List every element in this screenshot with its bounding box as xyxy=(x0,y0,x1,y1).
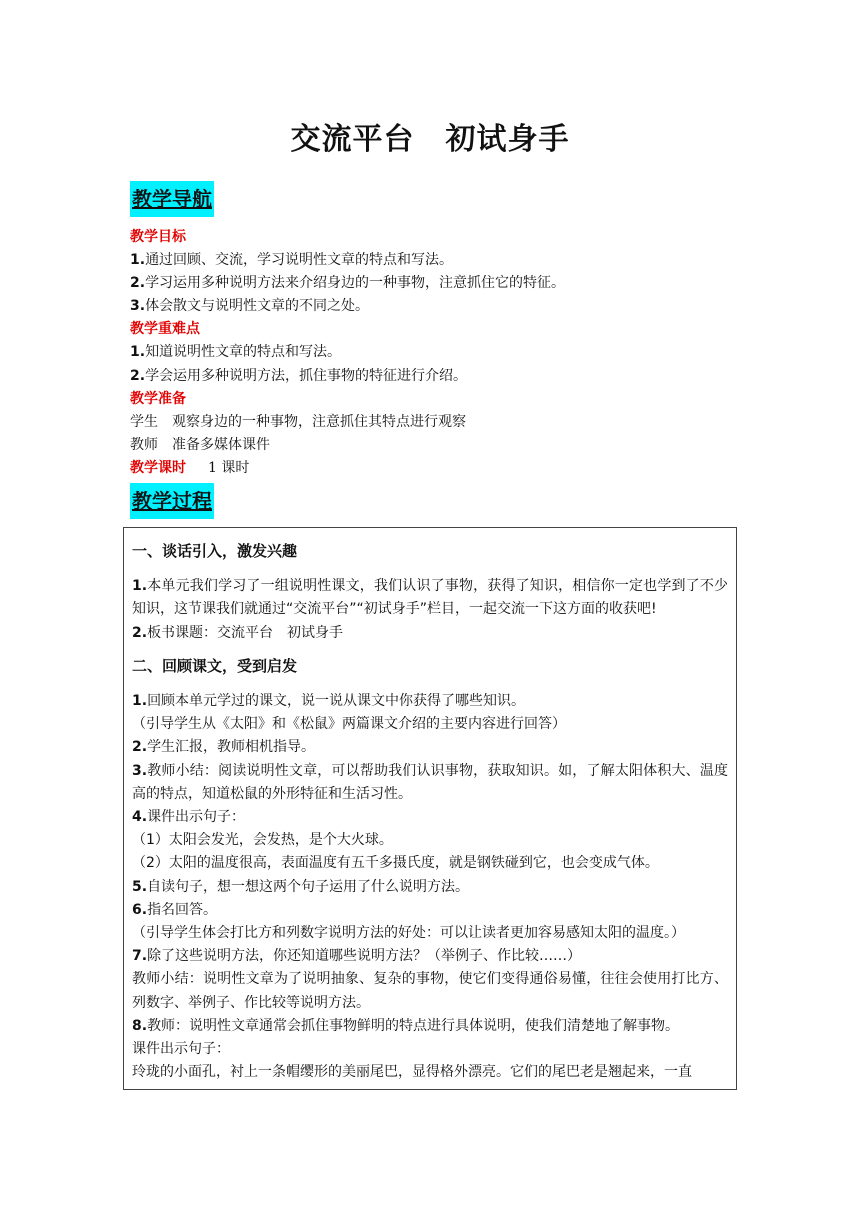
process-item: 2.学生汇报，教师相机指导。 xyxy=(132,739,316,756)
goals-label: 教学目标 xyxy=(130,229,186,245)
process-item: 2.板书课题：交流平台 初试身手 xyxy=(132,624,344,641)
teaching-navigation xyxy=(130,226,750,480)
section-title: 二、回顾课文，受到启发 xyxy=(132,656,298,675)
process-item: 3.教师小结：阅读说明性文章，可以帮助我们认识事物，获取知识。如，了解太阳体积大、温度高的特点，知道松鼠的外形特征和生活习性。 xyxy=(132,762,728,802)
process-item: 教师小结：说明性文章为了说明抽象、复杂的事物，使它们变得通俗易懂，往往会使用打比方、列数字、举例子、作比较等说明方法。 xyxy=(132,971,728,1011)
process-item: （引导学生体会打比方和列数字说明方法的好处：可以让读者更加容易感知太阳的温度。） xyxy=(132,925,685,942)
process-item: 1.回顾本单元学过的课文，说一说从课文中你获得了哪些知识。 xyxy=(132,693,526,710)
process-item: 6.指名回答。 xyxy=(132,901,218,918)
process-item: （1）太阳会发光，会发热，是个大火球。 xyxy=(132,832,393,849)
class-hours-label: 教学课时 xyxy=(130,459,186,476)
process-item: 4.课件出示句子： xyxy=(132,809,246,826)
process-item: 7.除了这些说明方法，你还知道哪些说明方法？（举例子、作比较……） xyxy=(132,948,582,965)
class-hours-row xyxy=(130,457,750,480)
process-item: 课件出示句子： xyxy=(132,1041,230,1058)
key-point-item: 1.知道说明性文章的特点和写法。 xyxy=(130,344,342,361)
process-item: 1.本单元我们学习了一组说明性课文，我们认识了事物，获得了知识，相信你一定也学到了不少知识，这节课我们就通过“交流平台”“初试身手”栏目，一起交流一下这方面的收获吧! xyxy=(132,578,728,618)
goal-item: 2.学习运用多种说明方法来介绍身边的一种事物，注意抓住它的特征。 xyxy=(130,275,566,292)
goal-item: 1.通过回顾、交流，学习说明性文章的特点和写法。 xyxy=(130,252,454,269)
goal-item: 3.体会散文与说明性文章的不同之处。 xyxy=(130,298,370,315)
process-item: 5.自读句子，想一想这两个句子运用了什么说明方法。 xyxy=(132,878,470,895)
preparation-item: 教师 准备多媒体课件 xyxy=(130,436,270,453)
process-item: （引导学生从《太阳》和《松鼠》两篇课文介绍的主要内容进行回答） xyxy=(132,716,566,733)
class-hours-value: 1 课时 xyxy=(208,459,250,476)
section-title: 一、谈话引入，激发兴趣 xyxy=(132,542,298,560)
process-item: （2）太阳的温度很高，表面温度有五千多摄氏度，就是钢铁碰到它，也会变成气体。 xyxy=(132,855,659,872)
page-title: 交流平台 初试身手 xyxy=(290,122,570,157)
preparation-label: 教学准备 xyxy=(130,390,186,407)
process-item: 玲珑的小面孔，衬上一条帽缨形的美丽尾巴，显得格外漂亮。它们的尾巴老是翘起来，一直 xyxy=(132,1064,692,1081)
process-item: 8.教师：说明性文章通常会抓住事物鲜明的特点进行具体说明，使我们清楚地了解事物。 xyxy=(132,1017,680,1034)
process-heading: 教学过程 xyxy=(130,483,214,519)
key-points-label: 教学重难点 xyxy=(130,321,200,338)
nav-heading: 教学导航 xyxy=(130,181,214,217)
teaching-process-box xyxy=(123,527,737,1090)
preparation-item: 学生 观察身边的一种事物，注意抓住其特点进行观察 xyxy=(130,413,466,430)
key-point-item: 2.学会运用多种说明方法，抓住事物的特征进行介绍。 xyxy=(130,367,468,384)
